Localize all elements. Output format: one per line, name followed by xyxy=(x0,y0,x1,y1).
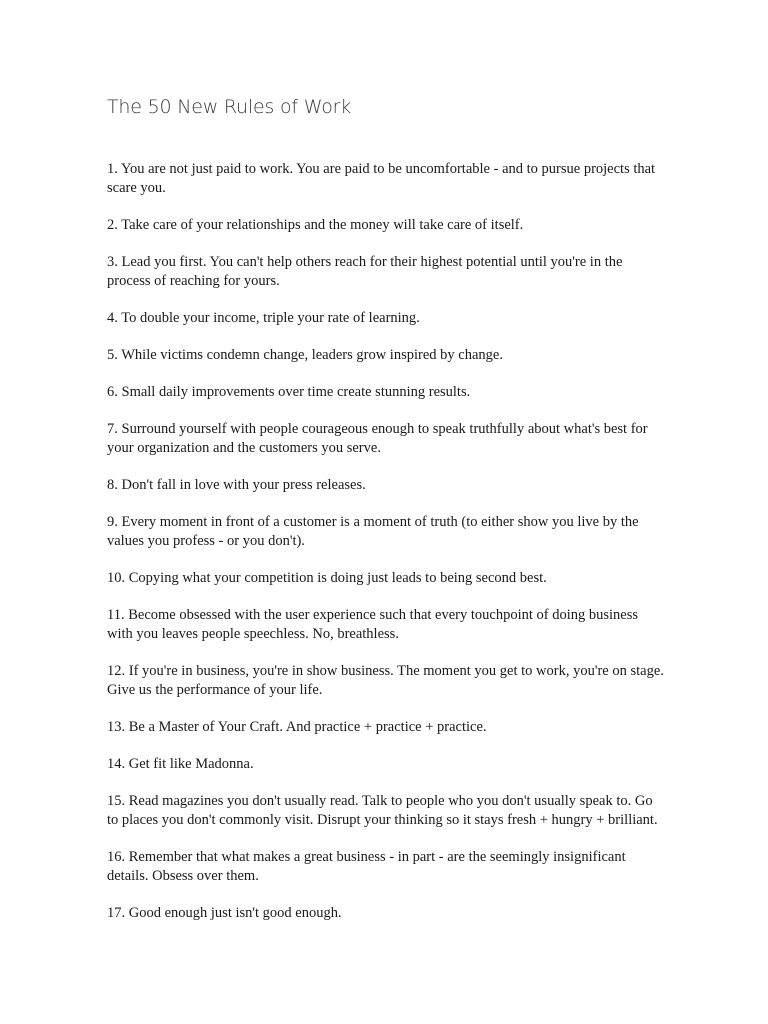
rule-item: 8. Don't fall in love with your press releases. xyxy=(107,477,366,493)
rule-item: 16. Remember that what makes a great business - in part - are the seemingly insignificant details. Obsess over them. xyxy=(107,849,626,884)
rule-item: 5. While victims condemn change, leaders grow inspired by change. xyxy=(107,347,503,363)
rule-item: 6. Small daily improvements over time create stunning results. xyxy=(107,384,471,400)
rule-item: 4. To double your income, triple your rate of learning. xyxy=(107,310,420,326)
rule-item: 17. Good enough just isn't good enough. xyxy=(107,905,342,921)
rule-item: 9. Every moment in front of a customer is a moment of truth (to either show you live by the values you profess - or you don't). xyxy=(107,514,639,549)
rule-item: 3. Lead you first. You can't help others reach for their highest potential until you're in the process of reaching for yours. xyxy=(107,254,623,289)
rule-item: 7. Surround yourself with people courageous enough to speak truthfully about what's best for your organization and the customers you serve. xyxy=(107,421,648,456)
rule-item: 14. Get fit like Madonna. xyxy=(107,756,254,772)
rule-item: 1. You are not just paid to work. You are paid to be uncomfortable - and to pursue projects that scare you. xyxy=(107,161,656,196)
rule-item: 2. Take care of your relationships and the money will take care of itself. xyxy=(107,217,524,233)
rule-item: 12. If you're in business, you're in show business. The moment you get to work, you're on stage. Give us the performance of your life. xyxy=(107,663,664,698)
rules-list xyxy=(107,160,667,941)
rule-item: 13. Be a Master of Your Craft. And practice + practice + practice. xyxy=(107,719,487,735)
rule-item: 11. Become obsessed with the user experience such that every touchpoint of doing business with you leaves people speechless. No, breathless. xyxy=(107,607,638,642)
rule-item: 15. Read magazines you don't usually read. Talk to people who you don't usually speak to. Go to places you don't commonly visit. Disrupt your thinking so it stays fresh + hungry + brilliant. xyxy=(107,793,658,828)
document-title: The 50 New Rules of Work xyxy=(107,96,352,118)
rule-item: 10. Copying what your competition is doing just leads to being second best. xyxy=(107,570,547,586)
